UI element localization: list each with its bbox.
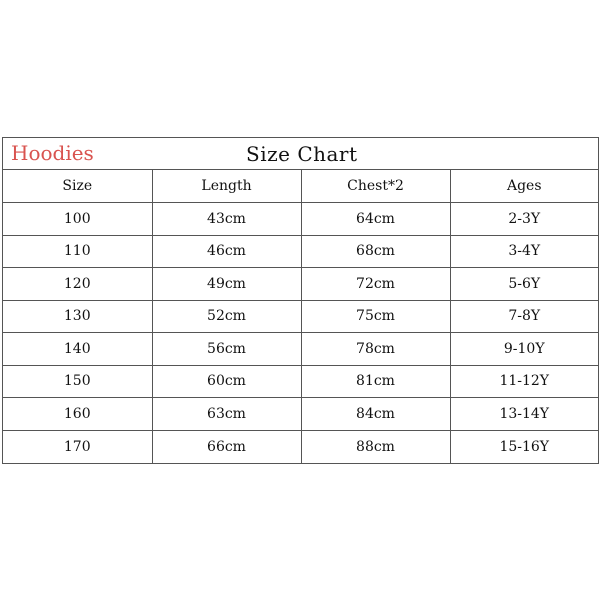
cell-length: 63cm <box>152 398 301 431</box>
table-row <box>3 203 598 236</box>
header-length: Length <box>152 170 301 203</box>
cell-chest: 64cm <box>301 203 450 236</box>
table-row <box>3 398 598 431</box>
cell-ages: 2-3Y <box>450 203 598 236</box>
table-row <box>3 333 598 366</box>
cell-length: 49cm <box>152 268 301 301</box>
cell-ages: 13-14Y <box>450 398 598 431</box>
header-size: Size <box>3 170 152 203</box>
cell-length: 43cm <box>152 203 301 236</box>
cell-size: 110 <box>3 235 152 268</box>
cell-chest: 75cm <box>301 300 450 333</box>
cell-length: 52cm <box>152 300 301 333</box>
header-ages: Ages <box>450 170 598 203</box>
cell-chest: 84cm <box>301 398 450 431</box>
cell-ages: 5-6Y <box>450 268 598 301</box>
cell-ages: 15-16Y <box>499 438 550 455</box>
cell-chest: 68cm <box>301 235 450 268</box>
cell-size: 150 <box>3 365 152 398</box>
cell-size: 130 <box>3 300 152 333</box>
cell-chest: 88cm <box>301 430 450 463</box>
table-row <box>3 235 598 268</box>
cell-size: 120 <box>3 268 152 301</box>
cell-size: 170 <box>3 430 152 463</box>
cell-chest: 78cm <box>301 333 450 366</box>
title-row <box>3 138 598 170</box>
cell-chest: 81cm <box>301 365 450 398</box>
cell-length: 60cm <box>152 365 301 398</box>
cell-ages: 9-10Y <box>450 333 598 366</box>
cell-length: 66cm <box>152 430 301 463</box>
cell-ages: 3-4Y <box>450 235 598 268</box>
table-row <box>3 300 598 333</box>
cell-ages: 11-12Y <box>450 365 598 398</box>
table-row <box>3 430 598 463</box>
cell-length: 46cm <box>152 235 301 268</box>
header-row <box>3 170 598 203</box>
chart-title: Size Chart <box>246 142 358 166</box>
cell-ages: 7-8Y <box>450 300 598 333</box>
table-row <box>3 365 598 398</box>
cell-size: 140 <box>3 333 152 366</box>
cell-size: 160 <box>3 398 152 431</box>
cell-chest: 72cm <box>301 268 450 301</box>
product-label: Hoodies <box>11 141 94 165</box>
table-row <box>3 268 598 301</box>
cell-size: 100 <box>3 203 152 236</box>
size-chart <box>2 137 599 464</box>
size-table <box>3 170 598 463</box>
cell-length: 56cm <box>152 333 301 366</box>
header-chest: Chest*2 <box>301 170 450 203</box>
